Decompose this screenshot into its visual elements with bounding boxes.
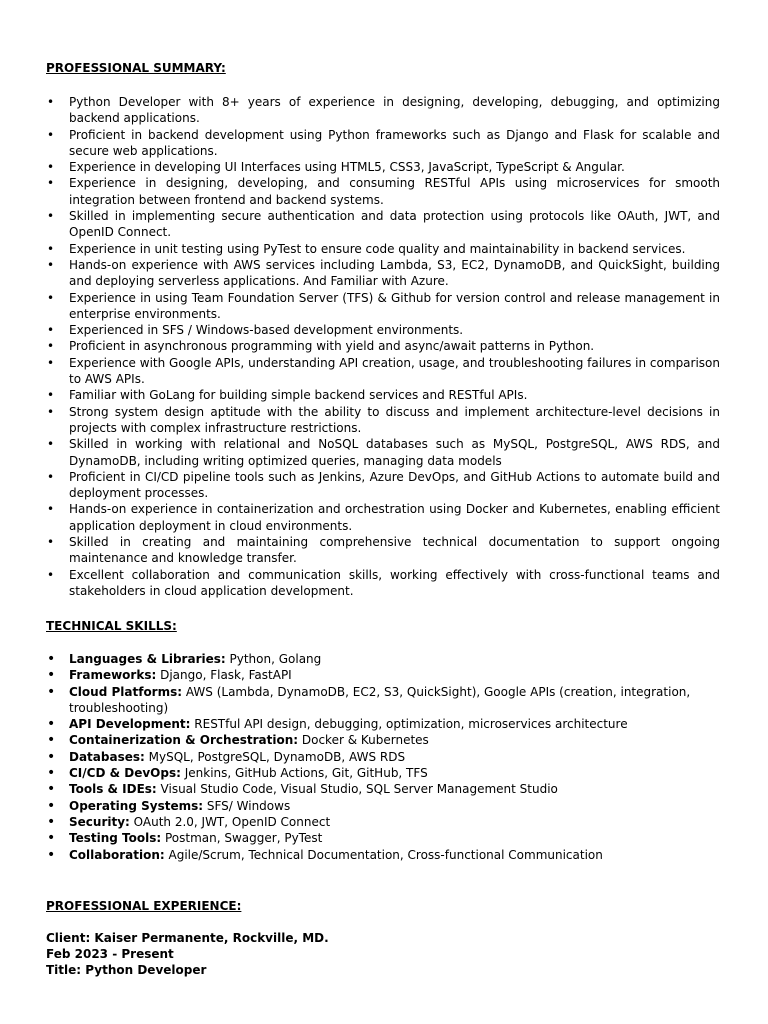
bullet-icon: • [47, 667, 56, 684]
bullet-icon: • [47, 813, 56, 830]
skill-value: Django, Flask, FastAPI [156, 668, 292, 683]
skill-label: API Development: [69, 717, 191, 732]
bullet-icon: • [47, 339, 55, 354]
bullet-icon: • [47, 651, 56, 667]
skill-label: Testing Tools: [69, 831, 162, 846]
skill-value: OAuth 2.0, JWT, OpenID Connect [129, 814, 331, 829]
skill-value: Docker & Kubernetes [298, 733, 429, 748]
skill-item [46, 684, 720, 717]
summary-bullet [46, 338, 720, 354]
skill-label: CI/CD & DevOps: [69, 766, 181, 781]
summary-bullet [46, 404, 720, 437]
summary-bullet-text: Hands-on experience with AWS services including Lambda, S3, EC2, DynamoDB, and QuickSight, building and deploying serverless applications. And Familiar with Azure. [69, 257, 720, 289]
summary-bullet [46, 534, 720, 567]
bullet-icon: • [47, 355, 55, 370]
summary-bullet [46, 567, 720, 600]
summary-bullet-text: Experience in developing UI Interfaces using HTML5, CSS3, JavaScript, TypeScript & Angular. [69, 160, 625, 175]
summary-bullet-text: Skilled in implementing secure authentication and data protection using protocols like OAuth, JWT, and OpenID Connect. [69, 209, 720, 240]
summary-bullet [46, 501, 720, 534]
skill-label: Collaboration: [69, 847, 165, 862]
skill-label: Tools & IDEs: [69, 782, 157, 797]
bullet-icon: • [47, 257, 55, 272]
summary-bullet-text: Experienced in SFS / Windows-based development environments. [69, 323, 464, 338]
skill-label: Frameworks: [69, 668, 157, 683]
summary-bullet-text: Skilled in working with relational and NoSQL databases such as MySQL, PostgreSQL, AWS RDS, and DynamoDB, including writing optimized queries, managing data models [69, 437, 720, 468]
skill-value: RESTful API design, debugging, optimization, microservices architecture [190, 717, 628, 732]
summary-bullet-text: Excellent collaboration and communication skills, working effectively with cross-functional teams and stakeholders in cloud application development. [69, 567, 720, 598]
summary-bullet-text: Proficient in CI/CD pipeline tools such as Jenkins, Azure DevOps, and GitHub Actions to automate build and deployment processes. [69, 469, 720, 501]
summary-bullet [46, 257, 720, 290]
summary-bullet [46, 322, 720, 338]
summary-bullet-text: Skilled in creating and maintaining comprehensive technical documentation to support ongoing maintenance and knowledge transfer. [69, 535, 720, 566]
skill-item [46, 798, 720, 814]
skill-label: Cloud Platforms: [69, 684, 183, 699]
bullet-icon: • [47, 290, 55, 305]
skill-item [46, 651, 720, 667]
summary-bullet [46, 159, 720, 175]
summary-heading: PROFESSIONAL SUMMARY: [46, 61, 226, 75]
skill-value: Postman, Swagger, PyTest [161, 831, 323, 846]
experience-title: Title: Python Developer [46, 963, 207, 977]
summary-bullet [46, 208, 720, 241]
bullet-icon: • [47, 437, 55, 452]
experience-dates: Feb 2023 - Present [46, 947, 174, 961]
summary-bullet-text: Experience in using Team Foundation Server (TFS) & Github for version control and release management in enterprise environments. [69, 290, 720, 321]
skill-value: Agile/Scrum, Technical Documentation, Cross-functional Communication [164, 847, 603, 862]
summary-bullet-text: Familiar with GoLang for building simple backend services and RESTful APIs. [69, 388, 528, 403]
bullet-icon: • [47, 502, 55, 517]
skills-heading: TECHNICAL SKILLS: [46, 619, 177, 633]
bullet-icon: • [47, 176, 55, 191]
skill-label: Databases: [69, 749, 145, 764]
bullet-icon: • [47, 241, 55, 256]
skill-label: Operating Systems: [69, 798, 204, 813]
skill-value: MySQL, PostgreSQL, DynamoDB, AWS RDS [144, 749, 406, 764]
summary-bullet [46, 175, 720, 208]
summary-bullet-text: Proficient in backend development using Python frameworks such as Django and Flask for scalable and secure web applications. [69, 127, 720, 158]
bullet-icon: • [47, 95, 55, 109]
skill-item [46, 814, 720, 830]
summary-bullet-text: Strong system design aptitude with the ability to discuss and implement architecture-level decisions in projects with complex infrastructure restrictions. [69, 404, 720, 435]
bullet-icon: • [47, 323, 55, 338]
bullet-icon: • [47, 469, 55, 484]
bullet-icon: • [47, 846, 56, 863]
skill-item [46, 732, 720, 748]
bullet-icon: • [47, 716, 56, 733]
bullet-icon: • [47, 388, 55, 403]
bullet-icon: • [47, 209, 55, 224]
bullet-icon: • [47, 160, 55, 175]
experience-client: Client: Kaiser Permanente, Rockville, MD. [46, 931, 329, 945]
summary-list [46, 94, 720, 599]
bullet-icon: • [47, 567, 55, 582]
skill-value: SFS/ Windows [203, 798, 291, 813]
skill-item [46, 765, 720, 781]
skill-item [46, 847, 720, 863]
skill-label: Security: [69, 814, 130, 829]
summary-bullet [46, 127, 720, 160]
summary-bullet-text: Experience in unit testing using PyTest to ensure code quality and maintainability in backend services. [69, 241, 686, 256]
summary-bullet [46, 436, 720, 469]
skill-item [46, 781, 720, 797]
skill-item [46, 716, 720, 732]
skill-value: AWS (Lambda, DynamoDB, EC2, S3, QuickSight), Google APIs (creation, integration, troubleshooting) [69, 684, 691, 715]
bullet-icon: • [47, 127, 55, 142]
summary-bullet [46, 469, 720, 502]
summary-bullet [46, 290, 720, 323]
summary-bullet-text: Hands-on experience in containerization and orchestration using Docker and Kubernetes, enabling efficient application deployment in cloud environments. [69, 502, 720, 533]
skill-item [46, 830, 720, 846]
skills-list [46, 651, 720, 863]
bullet-icon: • [47, 748, 56, 765]
bullet-icon: • [47, 732, 56, 749]
skill-value: Visual Studio Code, Visual Studio, SQL Server Management Studio [156, 782, 558, 797]
summary-bullet-text: Experience in designing, developing, and consuming RESTful APIs using microservices for smooth integration between frontend and backend systems. [69, 176, 720, 207]
bullet-icon: • [47, 404, 55, 419]
bullet-icon: • [47, 781, 56, 798]
summary-bullet-text: Experience with Google APIs, understanding API creation, usage, and troubleshooting failures in comparison to AWS APIs. [69, 355, 720, 387]
bullet-icon: • [47, 765, 56, 782]
skill-item [46, 667, 720, 683]
skill-label: Containerization & Orchestration: [69, 733, 299, 748]
summary-bullet [46, 241, 720, 257]
bullet-icon: • [47, 830, 56, 847]
bullet-icon: • [47, 535, 55, 550]
experience-heading: PROFESSIONAL EXPERIENCE: [46, 899, 242, 913]
skill-value: Jenkins, GitHub Actions, Git, GitHub, TFS [180, 766, 428, 781]
summary-bullet-text: Proficient in asynchronous programming with yield and async/await patterns in Python. [69, 339, 595, 354]
summary-bullet [46, 94, 720, 127]
summary-bullet [46, 355, 720, 388]
summary-bullet-text: Python Developer with 8+ years of experience in designing, developing, debugging, and optimizing backend applications. [69, 95, 720, 126]
summary-bullet [46, 387, 720, 403]
bullet-icon: • [47, 683, 56, 700]
skill-item [46, 749, 720, 765]
skill-label: Languages & Libraries: [69, 652, 226, 666]
bullet-icon: • [47, 797, 56, 814]
skill-value: Python, Golang [225, 652, 322, 666]
